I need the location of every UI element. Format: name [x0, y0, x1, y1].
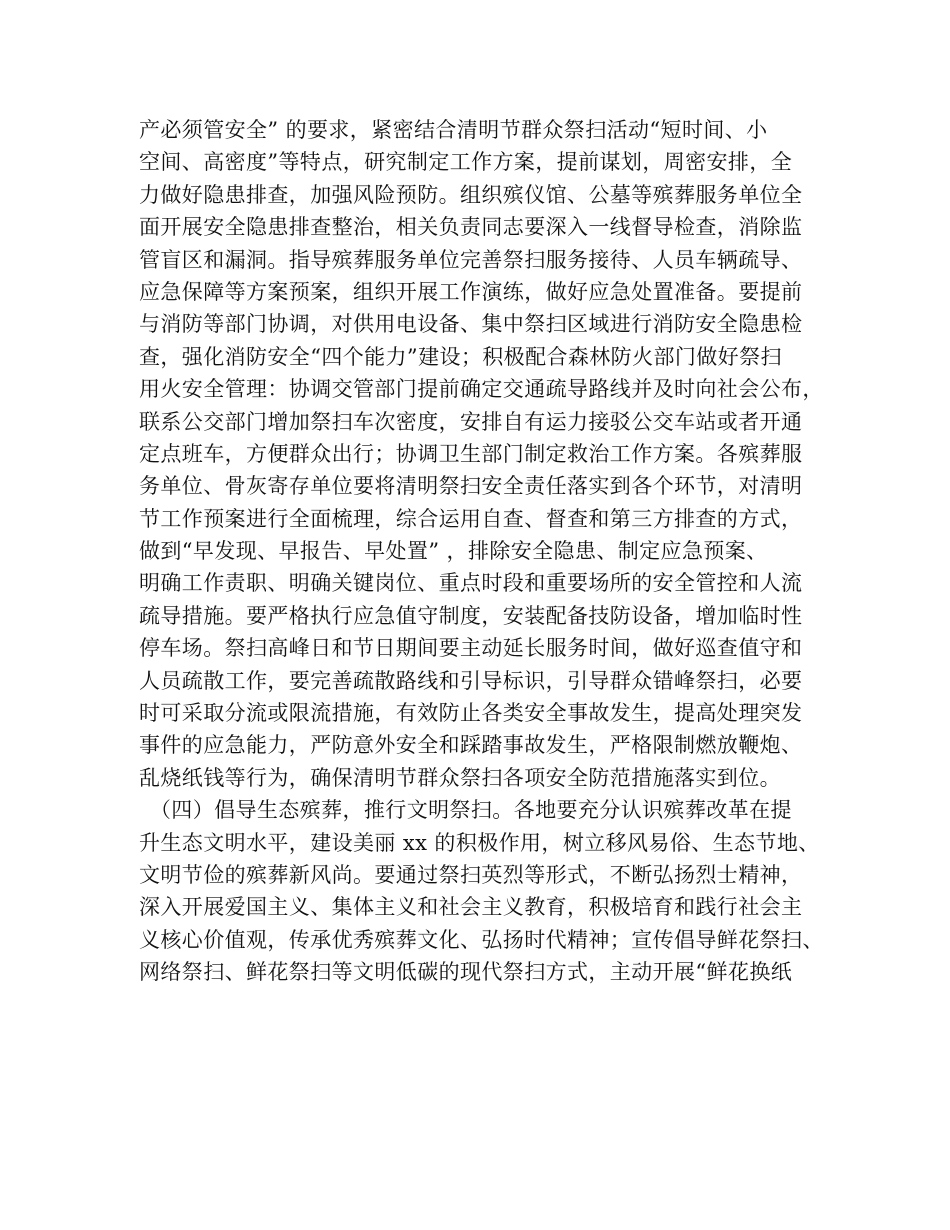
text-line: 做到“早发现、早报告、早处置” ，排除安全隐患、制定应急预案、 [139, 539, 768, 564]
text-line: 深入开展爱国主义、集体主义和社会主义教育，积极培育和践行社会主 [139, 895, 803, 920]
text-line: 网络祭扫、鲜花祭扫等文明低碳的现代祭扫方式，主动开展“鲜花换纸 [139, 960, 793, 985]
text-line: 力做好隐患排查，加强风险预防。组织殡仪馆、公墓等殡葬服务单位全 [139, 182, 803, 207]
body-text [139, 114, 829, 989]
text-line: 查，强化消防安全“四个能力”建设；积极配合森林防火部门做好祭扫 [139, 344, 782, 369]
text-line: 空间、高密度”等特点，研究制定工作方案，提前谋划，周密安排，全 [139, 150, 793, 175]
text-line: 事件的应急能力，严防意外安全和踩踏事故发生，严格限制燃放鞭炮、 [139, 733, 803, 758]
text-line: 停车场。祭扫高峰日和节日期间要主动延长服务时间，做好巡查值守和 [139, 636, 803, 661]
text-line: 面开展安全隐患排查整治，相关负责同志要深入一线督导检查，消除监 [139, 215, 803, 240]
text-line: 乱烧纸钱等行为，确保清明节群众祭扫各项安全防范措施落实到位。 [139, 765, 781, 790]
text-line: （四）倡导生态殡葬，推行文明祭扫。各地要充分认识殡葬改革在提 [139, 798, 792, 823]
text-line: 应急保障等方案预案，组织开展工作演练，做好应急处置准备。要提前 [139, 279, 803, 304]
text-line: 产必须管安全” 的要求，紧密结合清明节群众祭扫活动“短时间、小 [139, 118, 768, 142]
text-line: 疏导措施。要严格执行应急值守制度，安装配备技防设备，增加临时性 [139, 603, 803, 628]
text-line: 升生态文明水平，建设美丽 xx 的积极作用，树立移风易俗、生态节地、 [139, 830, 820, 855]
text-line: 时可采取分流或限流措施，有效防止各类安全事故发生，提高处理突发 [139, 701, 803, 726]
text-line: 用火安全管理：协调交管部门提前确定交通疏导路线并及时向社会公布， [139, 377, 824, 402]
text-line: 文明节俭的殡葬新风尚。要通过祭扫英烈等形式，不断弘扬烈士精神， [139, 862, 803, 887]
text-line: 务单位、骨灰寄存单位要将清明祭扫安全责任落实到各个环节，对清明 [139, 474, 803, 499]
text-line: 节工作预案进行全面梳理，综合运用自查、督查和第三方排查的方式， [139, 506, 803, 531]
text-line: 定点班车，方便群众出行；协调卫生部门制定救治工作方案。各殡葬服 [139, 441, 803, 466]
text-line: 与消防等部门协调，对供用电设备、集中祭扫区域进行消防安全隐患检 [139, 312, 803, 337]
text-line: 义核心价值观，传承优秀殡葬文化、弘扬时代精神；宣传倡导鲜花祭扫、 [139, 927, 824, 952]
text-line: 联系公交部门增加祭扫车次密度，安排自有运力接驳公交车站或者开通 [139, 409, 803, 434]
text-line: 管盲区和漏洞。指导殡葬服务单位完善祭扫服务接待、人员车辆疏导、 [139, 247, 803, 272]
text-line: 明确工作责职、明确关键岗位、重点时段和重要场所的安全管控和人流 [139, 571, 803, 596]
text-line: 人员疏散工作，要完善疏散路线和引导标识，引导群众错峰祭扫，必要 [139, 668, 803, 693]
